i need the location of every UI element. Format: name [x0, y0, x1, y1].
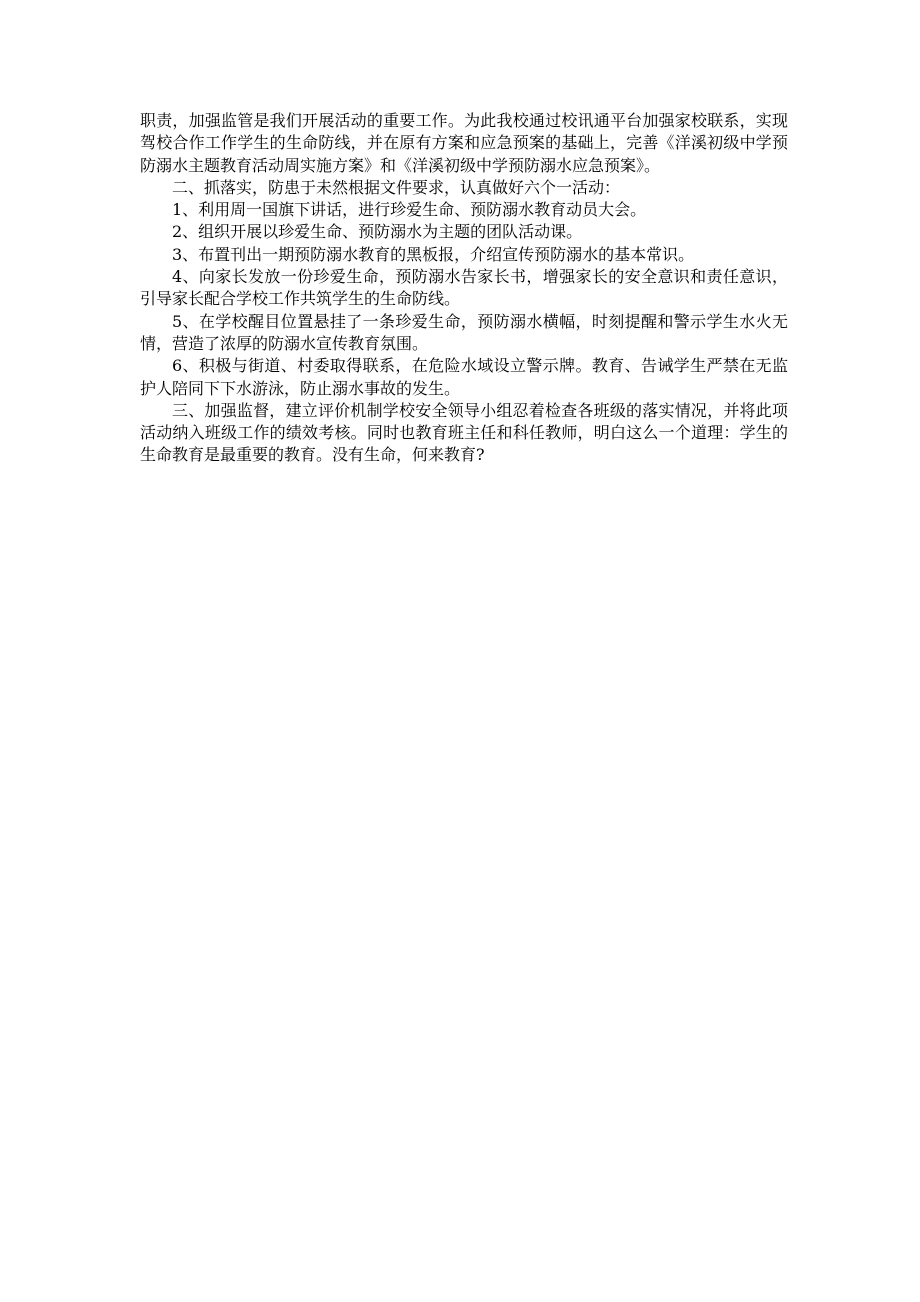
- paragraph-item-2: 2、组织开展以珍爱生命、预防溺水为主题的团队活动课。: [172, 222, 583, 242]
- paragraph-section-two-heading: 二、抓落实，防患于未然根据文件要求，认真做好六个一活动：: [172, 177, 621, 197]
- paragraph-item-1: 1、利用周一国旗下讲话，进行珍爱生命、预防溺水教育动员大会。: [172, 200, 647, 220]
- paragraph-section-three: 三、加强监督，建立评价机制学校安全领导小组忍着检查各班级的落实情况，并将此项活动纳入班级工作的绩效考核。同时也教育班主任和科任教师，明白这么一个道理：学生的生命教育是最重要的教育。没有生命，何来教育?: [140, 400, 788, 465]
- paragraph-item-6: 6、积极与街道、村委取得联系，在危险水域设立警示牌。教育、告诫学生严禁在无监护人陪同下下水游泳，防止溺水事故的发生。: [140, 356, 788, 398]
- paragraph-continuation: 职责，加强监管是我们开展活动的重要工作。为此我校通过校讯通平台加强家校联系，实现驾校合作工作学生的生命防线，并在原有方案和应急预案的基础上，完善《洋溪初级中学预防溺水主题教育活动周实施方案》和《洋溪初级中学预防溺水应急预案》。: [140, 111, 788, 175]
- paragraph-item-3: 3、布置刊出一期预防溺水教育的黑板报，介绍宣传预防溺水的基本常识。: [172, 244, 695, 264]
- document-body: [140, 110, 788, 467]
- paragraph-item-5: 5、在学校醒目位置悬挂了一条珍爱生命，预防溺水横幅，时刻提醒和警示学生水火无情，营造了浓厚的防溺水宣传教育氛围。: [140, 311, 788, 353]
- paragraph-item-4: 4、向家长发放一份珍爱生命，预防溺水告家长书，增强家长的安全意识和责任意识，引导家长配合学校工作共筑学生的生命防线。: [140, 267, 788, 309]
